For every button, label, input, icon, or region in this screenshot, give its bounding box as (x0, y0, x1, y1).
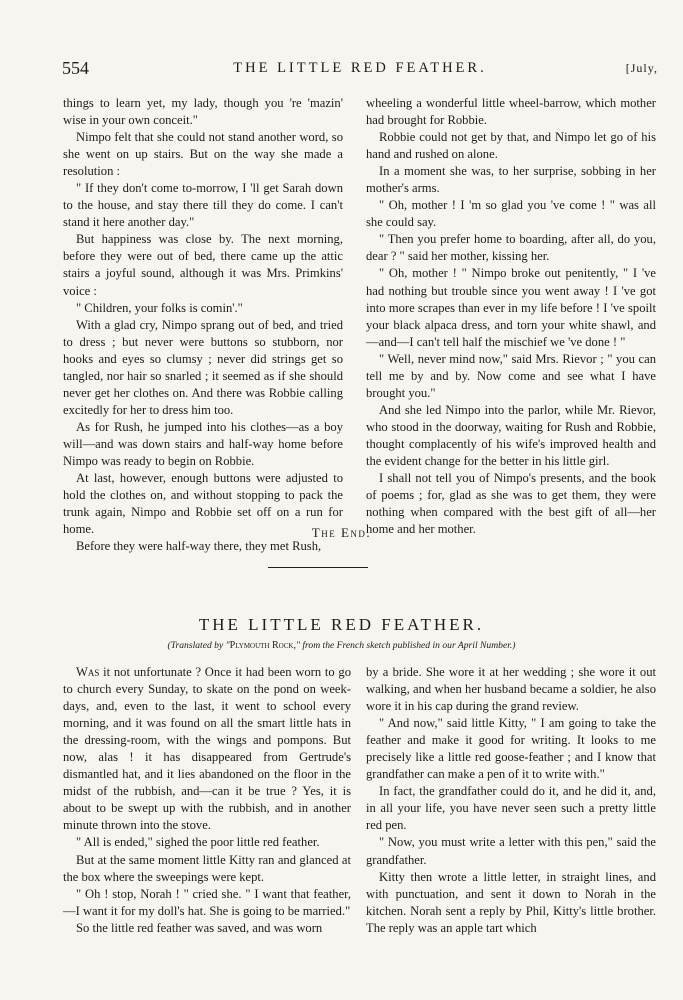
paragraph: But happiness was close by. The next morning, before they were out of bed, there came up the attic stairs a joyful sound, although it was Mrs. Primkins' voice : (63, 232, 343, 298)
subtitle-prefix: (Translated by " (167, 640, 230, 651)
paragraph: " Well, never mind now," said Mrs. Rievor ; " you can tell me by and by. Now come and see what I have brought you." (366, 351, 656, 400)
paragraph: " Oh, mother ! I 'm so glad you 've come ! " was all she could say. (366, 198, 656, 230)
paragraph: " And now," said little Kitty, " I am going to take the feather and make it good for writing. It looks to me precisely like a little red goose-feather ; and I know that grandfather can make a pen of it to write with." (366, 716, 656, 782)
paragraph: " Now, you must write a letter with this pen," said the grandfather. (366, 835, 656, 867)
paragraph: So the little red feather was saved, and was worn (76, 920, 323, 935)
paragraph: " All is ended," sighed the poor little red feather. (76, 835, 320, 850)
paragraph: Nimpo felt that she could not stand another word, so she went on up stairs. But on the way she made a resolution : (63, 130, 343, 179)
paragraph: With a glad cry, Nimpo sprang out of bed, and tried to dress ; but never were buttons so stubborn, nor hooks and eyes so clumsy ; never did strings get so tangled, nor hair so snarled ; it seemed as if she should never get her clothes on. And there was Robbie calling excitedly for her to dress him too. (63, 317, 343, 417)
column-4 (366, 664, 656, 937)
story-title: THE LITTLE RED FEATHER. (198, 615, 485, 634)
paragraph: things to learn yet, my lady, though you 're 'mazin' wise in your own conceit." (63, 96, 343, 128)
column-3 (63, 664, 351, 937)
paragraph: I shall not tell you of Nimpo's presents, and the book of poems ; for, glad as she was to get them, they were nothing when compared with the best gift of all—her home and her mother. (366, 471, 656, 537)
opening-word: Was (76, 665, 100, 679)
paragraph: by a bride. She wore it at her wedding ; she wore it out walking, and when her husband became a soldier, he also wore it in his cap during the grand review. (366, 665, 656, 714)
page-number: 554 (62, 58, 89, 78)
subtitle-suffix: " from the French sketch published in our April Number.) (295, 640, 516, 651)
column-1 (63, 95, 343, 555)
opening-text: it not unfortunate ? Once it had been worn to go to church every Sunday, to skate on the pond on week-days, and, even to the last, it went to school every morning, and it was found on all the smart little hats in the dressing-room, with the wings and pompons. But now, alas ! it has disappeared from Gertrude's dismantled hat, and it lies abandoned on the floor in the midst of the rubbish, and—can it be true ? Yes, it is about to be swept up with the rubbish, and in another minute thrown into the stove. (63, 665, 351, 833)
the-end-label: The End. (311, 525, 372, 540)
running-month: [July, (625, 61, 658, 75)
paragraph: And she led Nimpo into the parlor, while Mr. Rievor, who stood in the doorway, waiting for Rush and Robbie, thought complacently of his wife's improved health and the evident change for the better in his little girl. (366, 402, 656, 468)
paragraph: In a moment she was, to her surprise, sobbing in her mother's arms. (366, 164, 656, 196)
paragraph: " Children, your folks is comin'." (76, 300, 243, 315)
paragraph: At last, however, enough buttons were adjusted to hold the clothes on, and without stopping to pack the trunk again, Nimpo and Robbie set off on a run for home. (63, 471, 343, 537)
story-subtitle (0, 640, 683, 651)
paragraph: wheeling a wonderful little wheel-barrow, which mother had brought for Robbie. (366, 96, 656, 128)
running-title: THE LITTLE RED FEATHER. (233, 60, 487, 76)
column-2 (366, 95, 656, 538)
subtitle-name: Plymouth Rock, (229, 640, 296, 651)
paragraph: " Then you prefer home to boarding, after all, do you, dear ? " said her mother, kissing her. (366, 232, 656, 264)
paragraph: Kitty then wrote a little letter, in straight lines, and with punctuation, and sent it down to Norah in the kitchen. Norah sent a reply by Phil, Kitty's little brother. The reply was an apple tart which (366, 869, 656, 935)
paragraph: In fact, the grandfather could do it, and he did it, and, in all your life, you have never seen such a pretty little red pen. (366, 784, 656, 833)
paragraph: " Oh, mother ! " Nimpo broke out penitently, " I 've had nothing but trouble since you went away ! I 've got into more scrapes than ever in my life before ! I 've spoilt your black alpaca dress, and torn your white shawl, and—and—I can't tell half the mischief we 've done ! " (366, 266, 656, 349)
opening-paragraph (63, 664, 351, 834)
paragraph: Robbie could not get by that, and Nimpo let go of his hand and rushed on alone. (366, 130, 656, 162)
paragraph: " If they don't come to-morrow, I 'll get Sarah down to the house, and stay there till they do come. I can't stand it here another day." (63, 181, 343, 230)
running-head (62, 58, 658, 80)
section-divider (268, 567, 368, 568)
paragraph: As for Rush, he jumped into his clothes—as a boy will—and was down stairs and half-way home before Nimpo was ready to begin on Robbie. (63, 419, 343, 468)
paragraph: But at the same moment little Kitty ran and glanced at the box where the sweepings were kept. (63, 852, 351, 884)
paragraph: Before they were half-way there, they met Rush, (76, 539, 322, 554)
paragraph: " Oh ! stop, Norah ! " cried she. " I want that feather,—I want it for my doll's hat. She is going to be married." (63, 886, 351, 918)
